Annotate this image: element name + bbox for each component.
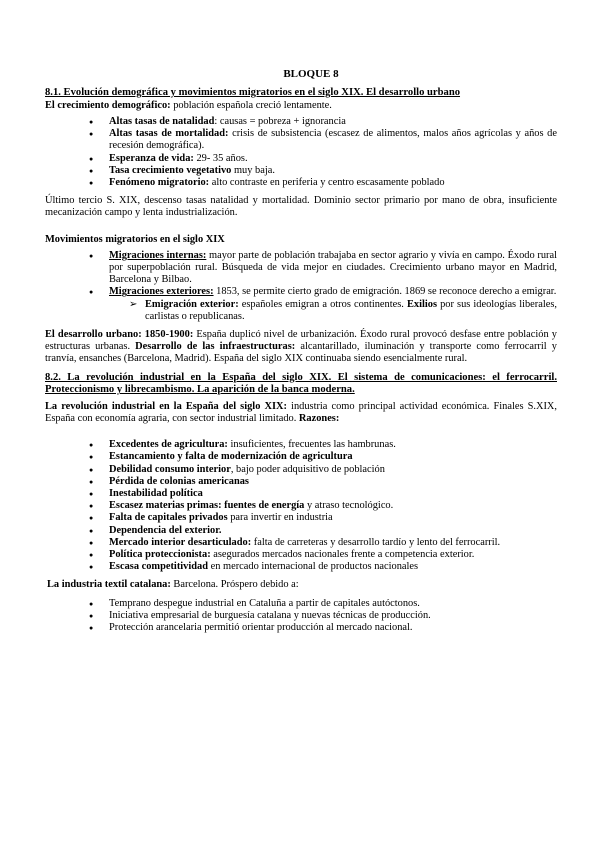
list-item	[109, 165, 557, 177]
item-label: Altas tasas de mortalidad:	[109, 128, 229, 140]
crecimiento-paragraph	[45, 100, 557, 112]
item-text: muy baja.	[231, 164, 275, 176]
list-item: ● Temprano despegue industrial en Cataluña a partir de capitales autóctonos.	[109, 598, 557, 610]
razones-list	[45, 439, 557, 573]
item-label: Inestabilidad política	[109, 488, 203, 500]
item-label: Escasa competitividad	[109, 561, 209, 573]
item-label: Debilidad consumo interior	[109, 463, 231, 475]
demographic-list	[45, 116, 557, 189]
list-item	[109, 464, 557, 476]
item-text: 29- 35 años.	[193, 152, 248, 164]
item-label: Fenómeno migratorio:	[109, 177, 210, 189]
urbano-text-2: alcantarillado, iluminación y transporte como ferrocarril y tranvía, ensanches (Barcelona, Madrid). España del siglo XIX continuaba siendo esencialmente rural.	[45, 341, 557, 365]
list-item: ● Iniciativa empresarial de burguesía catalana y nuevas técnicas de producción.	[109, 610, 557, 622]
textil-paragraph	[45, 579, 557, 591]
list-item	[109, 439, 557, 451]
crecimiento-text: población española creció lentamente.	[170, 99, 332, 111]
item-text: para invertir en industria	[227, 512, 333, 524]
list-item	[109, 250, 557, 287]
list-item	[109, 549, 557, 561]
item-label: Emigración exterior:	[145, 298, 239, 310]
item-text: , bajo poder adquisitivo de población	[230, 463, 385, 475]
list-item: ● Protección arancelaria permitió orientar producción al mercado nacional.	[109, 622, 557, 634]
revolucion-label: La revolución industrial en la España del siglo XIX:	[45, 400, 287, 412]
item-label: Migraciones exteriores:	[109, 286, 214, 298]
migration-sublist	[45, 299, 557, 323]
list-item	[109, 476, 557, 488]
ultimo-tercio-paragraph: Último tercio S. XIX, descenso tasas natalidad y mortalidad. Dominio sector primario por mano de obra, insuficiente mecanización campo y lenta industrialización.	[45, 195, 557, 219]
document-page	[45, 68, 557, 634]
item-label: Política proteccionista:	[109, 549, 211, 561]
razones-label: Razones:	[298, 413, 340, 425]
list-item	[109, 177, 557, 189]
item-label: Altas tasas de natalidad	[109, 116, 215, 127]
list-item	[109, 286, 557, 298]
item-text: asegurados mercados nacionales frente a competencia exterior.	[210, 549, 475, 561]
revolucion-paragraph	[45, 401, 557, 425]
section-8-2-heading: 8.2. La revolución industrial en la España del siglo XIX. El sistema de comunicaciones: el ferrocarril. Proteccionismo y librecambismo. La aparición de la banca moderna.	[45, 371, 557, 396]
item-label: Estancamiento y falta de modernización de agricultura	[109, 451, 353, 463]
desarrollo-urbano-paragraph	[45, 329, 557, 366]
item-label: Falta de capitales privados	[109, 512, 228, 524]
list-item	[109, 561, 557, 573]
list-item	[109, 153, 557, 165]
page-title: BLOQUE 8	[283, 68, 339, 80]
item-text: alto contraste en periferia y centro escasamente poblado	[209, 177, 445, 189]
item-label: Pérdida de colonias americanas	[109, 475, 249, 487]
migration-list	[45, 250, 557, 299]
list-item	[109, 537, 557, 549]
item-text: falta de carreteras y desarrollo tardío y lento del ferrocarril.	[251, 536, 501, 548]
list-item	[109, 512, 557, 524]
item-text: por sus ideologías liberales, carlistas o republicanas.	[145, 298, 557, 322]
revolucion-text: industria como principal actividad económica. Finales S.XIX, España con economía agraria, con sector industrial limitado.	[45, 400, 558, 425]
list-item	[145, 299, 557, 323]
item-label: Dependencia del exterior.	[109, 524, 222, 536]
list-item	[109, 500, 557, 512]
item-text: españoles emigran a otros continentes.	[238, 298, 407, 310]
item-label: Migraciones internas:	[109, 249, 207, 261]
item-text: crisis de subsistencia (escasez de alimentos, malos años agrícolas y años de recesión demográfica).	[109, 128, 557, 152]
item-text: y atraso tecnológico.	[304, 500, 394, 512]
list-item	[109, 116, 557, 128]
textil-label: La industria textil catalana:	[47, 579, 171, 591]
item-label: Mercado interior desarticulado:	[109, 536, 252, 548]
movimientos-heading	[45, 234, 557, 246]
urbano-text: España duplicó nivel de urbanización. Éxodo rural provocó desfase entre población y estructuras urbanas.	[45, 329, 557, 353]
item-label: Esperanza de vida:	[109, 152, 194, 164]
item-text: en mercado internacional de productos nacionales	[208, 561, 419, 573]
list-item	[109, 525, 557, 537]
item-text: insuficientes, frecuentes las hambrunas.	[227, 439, 396, 451]
list-item	[109, 488, 557, 500]
item-text: : causas = pobreza + ignorancia	[214, 116, 346, 127]
exilios-label: Exilios	[406, 298, 437, 310]
section-8-1-heading: 8.1. Evolución demográfica y movimientos migratorios en el siglo XIX. El desarrollo urbano	[45, 87, 461, 99]
textil-text: Barcelona. Próspero debido a:	[170, 579, 299, 591]
urbano-label: El desarrollo urbano: 1850-1900:	[45, 329, 194, 341]
textil-list	[45, 598, 557, 635]
item-label: Tasa crecimiento vegetativo	[109, 164, 232, 176]
crecimiento-label: El crecimiento demográfico:	[45, 99, 171, 111]
item-label: Escasez materias primas: fuentes de energía	[109, 500, 305, 512]
list-item	[109, 128, 557, 152]
list-item	[109, 451, 557, 463]
infra-label: Desarrollo de las infraestructuras:	[135, 341, 296, 353]
item-text: mayor parte de población trabajaba en sector agrario y vivía en campo. Éxodo rural por superpoblación rural. Búsqueda de vida mejor en ciudades. Crecimiento urbano mayor en Madrid, Barcelona y Bilbao.	[109, 249, 557, 286]
item-label: Excedentes de agricultura:	[109, 439, 228, 451]
item-text: 1853, se permite cierto grado de emigración. 1869 se reconoce derecho a emigrar.	[213, 286, 557, 298]
movimientos-label: Movimientos migratorios en el siglo XIX	[45, 233, 225, 245]
